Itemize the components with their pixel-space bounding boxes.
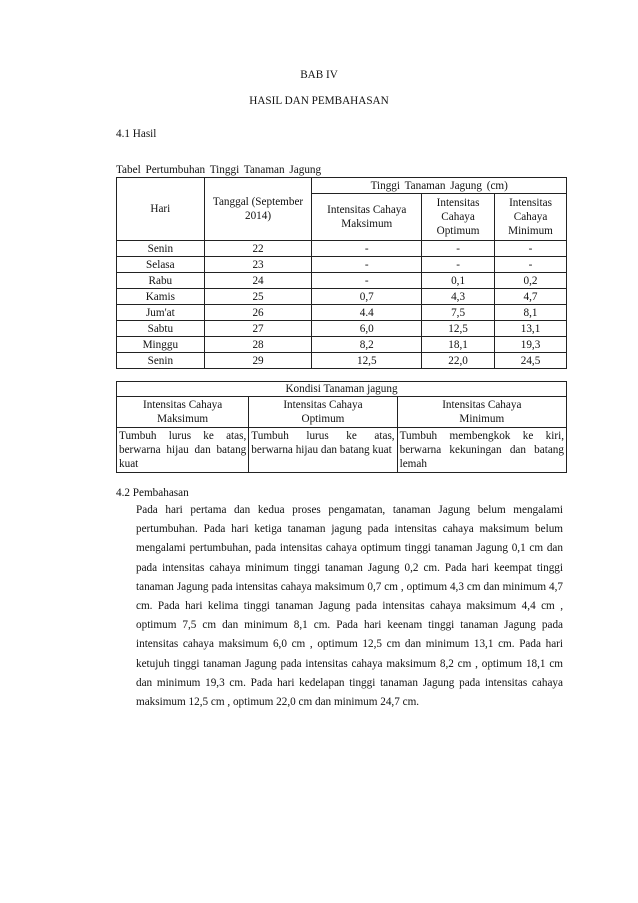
cell-maks: - bbox=[312, 273, 422, 289]
cell-opt: 12,5 bbox=[422, 321, 495, 337]
condition-table bbox=[116, 381, 567, 473]
cell-opt: 22,0 bbox=[422, 353, 495, 369]
cell-opt: 18,1 bbox=[422, 337, 495, 353]
cell-tanggal: 22 bbox=[204, 241, 312, 257]
table-row bbox=[117, 289, 567, 305]
table-row bbox=[117, 305, 567, 321]
condition-header-minimum: Intensitas Cahaya Minimum bbox=[397, 397, 566, 428]
cell-min: 24,5 bbox=[495, 353, 567, 369]
cell-opt: 4,3 bbox=[422, 289, 495, 305]
cell-tanggal: 26 bbox=[204, 305, 312, 321]
cell-maks: - bbox=[312, 257, 422, 273]
cell-maks: - bbox=[312, 241, 422, 257]
cell-hari: Sabtu bbox=[117, 321, 205, 337]
cell-min: 19,3 bbox=[495, 337, 567, 353]
condition-minimum: Tumbuh membengkok ke kiri, berwarna kekuningan dan batang lemah bbox=[397, 428, 566, 473]
chapter-number: BAB IV bbox=[300, 69, 338, 81]
cell-tanggal: 24 bbox=[204, 273, 312, 289]
discussion-paragraph: Pada hari pertama dan kedua proses pengamatan, tanaman Jagung belum mengalami pertumbuhan. Pada hari ketiga tanaman jagung pada intensitas cahaya maksimum belum mengalami pertumbuhan, pada intensitas cahaya optimum tinggi tanaman Jagung 0,1 cm dan pada intensitas cahaya minimum tinggi tanaman Jagung 0,2 cm. Pada hari keempat tinggi tanaman Jagung pada intensitas cahaya maksimum 0,7 cm , optimum 4,3 cm dan minimum 4,7 cm. Pada hari kelima tinggi tanaman Jagung pada intensitas cahaya maksimum 4,4 cm , optimum 7,5 cm dan minimum 8,1 cm. Pada hari keenam tinggi tanaman Jagung pada intensitas cahaya maksimum 6,0 cm , optimum 12,5 cm dan minimum 13,1 cm. Pada hari ketujuh tinggi tanaman Jagung pada intensitas cahaya maksimum 8,2 cm , optimum 18,1 cm dan minimum 19,3 cm. Pada hari kedelapan tinggi tanaman Jagung pada intensitas cahaya maksimum 12,5 cm , optimum 22,0 cm dan minimum 24,7 cm. bbox=[136, 504, 563, 709]
cell-tanggal: 29 bbox=[204, 353, 312, 369]
table-row bbox=[117, 353, 567, 369]
cell-hari: Jum'at bbox=[117, 305, 205, 321]
header-optimum: Intensitas Cahaya Optimum bbox=[422, 194, 495, 241]
cell-maks: 6,0 bbox=[312, 321, 422, 337]
cell-min: 13,1 bbox=[495, 321, 567, 337]
cell-hari: Senin bbox=[117, 241, 205, 257]
condition-maksimum: Tumbuh lurus ke atas, berwarna hijau dan batang kuat bbox=[117, 428, 249, 473]
section-heading-pembahasan: 4.2 Pembahasan bbox=[116, 487, 189, 499]
cell-tanggal: 27 bbox=[204, 321, 312, 337]
cell-hari: Rabu bbox=[117, 273, 205, 289]
header-tinggi-group: Tinggi Tanaman Jagung (cm) bbox=[312, 178, 567, 194]
condition-table-title: Kondisi Tanaman jagung bbox=[117, 382, 567, 397]
cell-maks: 8,2 bbox=[312, 337, 422, 353]
condition-optimum: Tumbuh lurus ke atas, berwarna hijau dan batang kuat bbox=[249, 428, 397, 473]
section-heading-hasil: 4.1 Hasil bbox=[116, 128, 157, 140]
cell-hari: Selasa bbox=[117, 257, 205, 273]
cell-min: - bbox=[495, 241, 567, 257]
table-caption: Tabel Pertumbuhan Tinggi Tanaman Jagung bbox=[116, 164, 322, 176]
condition-header-optimum: Intensitas Cahaya Optimum bbox=[249, 397, 397, 428]
cell-hari: Kamis bbox=[117, 289, 205, 305]
growth-table bbox=[116, 177, 567, 369]
cell-tanggal: 23 bbox=[204, 257, 312, 273]
cell-tanggal: 28 bbox=[204, 337, 312, 353]
growth-table-body bbox=[117, 241, 567, 369]
cell-hari: Minggu bbox=[117, 337, 205, 353]
cell-opt: 0,1 bbox=[422, 273, 495, 289]
header-hari: Hari bbox=[117, 178, 205, 241]
cell-min: - bbox=[495, 257, 567, 273]
cell-maks: 4.4 bbox=[312, 305, 422, 321]
cell-hari: Senin bbox=[117, 353, 205, 369]
chapter-title: HASIL DAN PEMBAHASAN bbox=[249, 95, 389, 107]
condition-header-maksimum: Intensitas Cahaya Maksimum bbox=[117, 397, 249, 428]
table-row bbox=[117, 241, 567, 257]
table-row bbox=[117, 321, 567, 337]
cell-min: 8,1 bbox=[495, 305, 567, 321]
header-maksimum: Intensitas Cahaya Maksimum bbox=[312, 194, 422, 241]
table-row bbox=[117, 257, 567, 273]
cell-tanggal: 25 bbox=[204, 289, 312, 305]
cell-opt: - bbox=[422, 257, 495, 273]
table-row bbox=[117, 337, 567, 353]
cell-maks: 12,5 bbox=[312, 353, 422, 369]
cell-min: 0,2 bbox=[495, 273, 567, 289]
cell-maks: 0,7 bbox=[312, 289, 422, 305]
cell-min: 4,7 bbox=[495, 289, 567, 305]
cell-opt: 7,5 bbox=[422, 305, 495, 321]
cell-opt: - bbox=[422, 241, 495, 257]
table-row bbox=[117, 273, 567, 289]
header-tanggal: Tanggal (September 2014) bbox=[204, 178, 312, 241]
header-minimum: Intensitas Cahaya Minimum bbox=[495, 194, 567, 241]
